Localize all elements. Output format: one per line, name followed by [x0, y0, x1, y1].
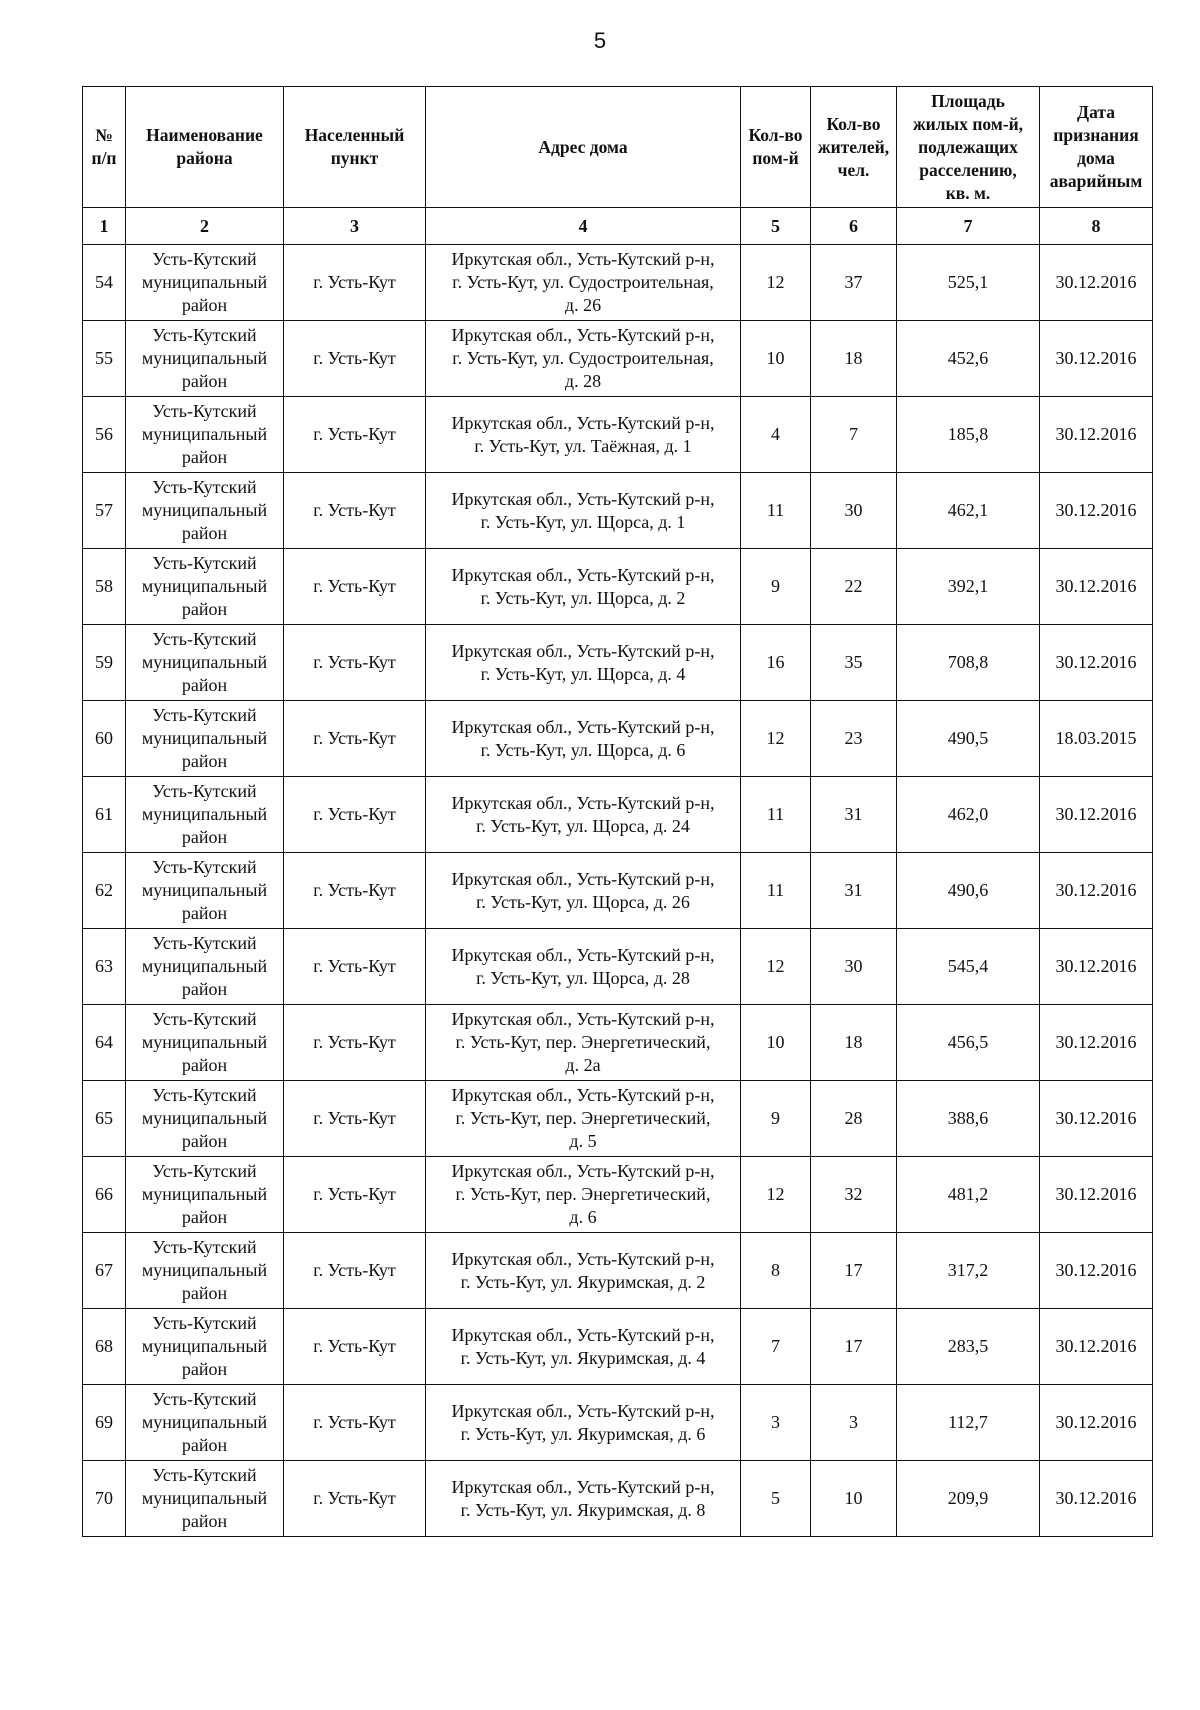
- address-cell-line: Иркутская обл., Усть-Кутский р-н,: [451, 868, 715, 889]
- premises-count-cell: 9: [741, 1081, 811, 1157]
- residents-count-cell: 28: [811, 1081, 897, 1157]
- address-cell-line: г. Усть-Кут, ул. Судостроительная,: [452, 348, 714, 368]
- row-number: 60: [83, 701, 126, 777]
- locality-cell: г. Усть-Кут: [284, 245, 426, 321]
- row-number: 55: [83, 321, 126, 397]
- address-cell-line: Иркутская обл., Усть-Кутский р-н,: [451, 488, 715, 509]
- district-cell: [126, 245, 284, 321]
- header-line: пункт: [330, 148, 379, 168]
- address-cell-line: г. Усть-Кут, ул. Якуримская, д. 4: [460, 1347, 706, 1368]
- locality-cell: г. Усть-Кут: [284, 1309, 426, 1385]
- emergency-date-cell: 30.12.2016: [1040, 321, 1153, 397]
- premises-count-cell: 10: [741, 1005, 811, 1081]
- address-cell-line: г. Усть-Кут, ул. Таёжная, д. 1: [474, 435, 692, 456]
- column-number: 4: [426, 208, 741, 245]
- residents-count-cell: 17: [811, 1233, 897, 1309]
- column-number: 6: [811, 208, 897, 245]
- header-cell-locality: [284, 87, 426, 208]
- area-cell: 481,2: [897, 1157, 1040, 1233]
- emergency-date-cell: 30.12.2016: [1040, 1385, 1153, 1461]
- residents-count-cell: 18: [811, 321, 897, 397]
- locality-cell: г. Усть-Кут: [284, 929, 426, 1005]
- header-row: [83, 87, 1153, 208]
- address-cell-line: Иркутская обл., Усть-Кутский р-н,: [451, 1324, 715, 1345]
- premises-count-cell: 7: [741, 1309, 811, 1385]
- area-cell: 545,4: [897, 929, 1040, 1005]
- district-cell-line: муниципальный: [141, 1412, 268, 1432]
- district-cell-line: муниципальный: [141, 1488, 268, 1508]
- premises-count-cell: 16: [741, 625, 811, 701]
- row-number: 66: [83, 1157, 126, 1233]
- district-cell-line: Усть-Кутский: [152, 781, 257, 801]
- header-line: Адрес дома: [538, 136, 628, 157]
- premises-count-cell: 11: [741, 777, 811, 853]
- locality-cell: г. Усть-Кут: [284, 549, 426, 625]
- locality-cell: г. Усть-Кут: [284, 397, 426, 473]
- address-cell-line: д. 6: [569, 1207, 597, 1227]
- area-cell: 112,7: [897, 1385, 1040, 1461]
- district-cell-line: Усть-Кутский: [152, 629, 257, 649]
- residents-count-cell: 18: [811, 1005, 897, 1081]
- premises-count-cell: 11: [741, 473, 811, 549]
- district-cell-line: район: [181, 827, 228, 847]
- emergency-date-cell: 30.12.2016: [1040, 245, 1153, 321]
- column-number: 5: [741, 208, 811, 245]
- locality-cell: г. Усть-Кут: [284, 473, 426, 549]
- district-cell-line: район: [181, 371, 228, 391]
- address-cell-line: г. Усть-Кут, ул. Якуримская, д. 6: [460, 1423, 706, 1444]
- district-cell-line: район: [181, 979, 228, 999]
- table-row: [83, 929, 1153, 1005]
- header-line: Дата: [1077, 102, 1115, 122]
- district-cell-line: Усть-Кутский: [152, 933, 257, 953]
- header-cell-district: [126, 87, 284, 208]
- header-line: подлежащих: [918, 136, 1018, 157]
- column-number: 2: [126, 208, 284, 245]
- address-cell-line: Иркутская обл., Усть-Кутский р-н,: [451, 792, 715, 813]
- address-cell-line: Иркутская обл., Усть-Кутский р-н,: [451, 1085, 715, 1105]
- row-number: 68: [83, 1309, 126, 1385]
- residents-count-cell: 31: [811, 853, 897, 929]
- address-cell-line: г. Усть-Кут, ул. Якуримская, д. 8: [460, 1499, 706, 1520]
- address-cell: [426, 853, 741, 929]
- district-cell-line: район: [181, 1131, 228, 1151]
- address-cell-line: д. 26: [564, 295, 602, 315]
- header-line: жителей,: [817, 136, 890, 157]
- header-cell-premises-count: [741, 87, 811, 208]
- emergency-date-cell: 30.12.2016: [1040, 853, 1153, 929]
- district-cell: [126, 1005, 284, 1081]
- district-cell-line: муниципальный: [141, 348, 268, 368]
- area-cell: 525,1: [897, 245, 1040, 321]
- district-cell: [126, 1233, 284, 1309]
- table-row: [83, 473, 1153, 549]
- residents-count-cell: 7: [811, 397, 897, 473]
- district-cell: [126, 473, 284, 549]
- header-line: пом-й: [752, 148, 799, 168]
- district-cell-line: район: [181, 1359, 228, 1379]
- district-cell-line: Усть-Кутский: [152, 249, 257, 269]
- locality-cell: г. Усть-Кут: [284, 1081, 426, 1157]
- address-cell-line: Иркутская обл., Усть-Кутский р-н,: [451, 944, 715, 965]
- address-cell-line: Иркутская обл., Усть-Кутский р-н,: [451, 249, 715, 269]
- table-row: [83, 321, 1153, 397]
- address-cell-line: г. Усть-Кут, ул. Щорса, д. 4: [480, 663, 686, 684]
- residents-count-cell: 3: [811, 1385, 897, 1461]
- row-number: 63: [83, 929, 126, 1005]
- address-cell-line: г. Усть-Кут, ул. Щорса, д. 28: [476, 967, 690, 988]
- locality-cell: г. Усть-Кут: [284, 701, 426, 777]
- column-number: 3: [284, 208, 426, 245]
- row-number: 57: [83, 473, 126, 549]
- table-row: [83, 1157, 1153, 1233]
- address-cell-line: г. Усть-Кут, ул. Щорса, д. 6: [480, 739, 686, 760]
- emergency-date-cell: 30.12.2016: [1040, 625, 1153, 701]
- address-cell: [426, 777, 741, 853]
- area-cell: 317,2: [897, 1233, 1040, 1309]
- district-cell-line: муниципальный: [141, 1184, 268, 1204]
- district-cell-line: район: [181, 1207, 228, 1227]
- table-row: [83, 853, 1153, 929]
- address-cell-line: Иркутская обл., Усть-Кутский р-н,: [451, 1009, 715, 1029]
- district-cell: [126, 929, 284, 1005]
- header-cell-number: [83, 87, 126, 208]
- address-cell-line: Иркутская обл., Усть-Кутский р-н,: [451, 1476, 715, 1497]
- address-cell-line: Иркутская обл., Усть-Кутский р-н,: [451, 564, 715, 585]
- address-cell-line: г. Усть-Кут, пер. Энергетический,: [455, 1032, 711, 1052]
- premises-count-cell: 8: [741, 1233, 811, 1309]
- address-cell-line: г. Усть-Кут, ул. Щорса, д. 1: [480, 511, 686, 532]
- row-number: 65: [83, 1081, 126, 1157]
- area-cell: 283,5: [897, 1309, 1040, 1385]
- address-cell: [426, 1081, 741, 1157]
- header-line: жилых пом-й,: [912, 113, 1024, 134]
- address-cell: [426, 245, 741, 321]
- residents-count-cell: 10: [811, 1461, 897, 1537]
- district-cell-line: Усть-Кутский: [152, 1465, 257, 1485]
- table-row: [83, 549, 1153, 625]
- table-row: [83, 701, 1153, 777]
- locality-cell: г. Усть-Кут: [284, 777, 426, 853]
- district-cell-line: Усть-Кутский: [152, 1237, 257, 1257]
- district-cell-line: муниципальный: [141, 652, 268, 672]
- district-cell-line: Усть-Кутский: [152, 477, 257, 497]
- row-number: 67: [83, 1233, 126, 1309]
- row-number: 64: [83, 1005, 126, 1081]
- emergency-date-cell: 30.12.2016: [1040, 1233, 1153, 1309]
- district-cell-line: район: [181, 903, 228, 923]
- emergency-date-cell: 30.12.2016: [1040, 549, 1153, 625]
- area-cell: 392,1: [897, 549, 1040, 625]
- premises-count-cell: 12: [741, 929, 811, 1005]
- table-row: [83, 777, 1153, 853]
- address-cell-line: г. Усть-Кут, ул. Щорса, д. 24: [476, 815, 690, 836]
- address-cell-line: г. Усть-Кут, пер. Энергетический,: [455, 1108, 711, 1128]
- premises-count-cell: 3: [741, 1385, 811, 1461]
- header-cell-area: [897, 87, 1040, 208]
- locality-cell: г. Усть-Кут: [284, 1461, 426, 1537]
- column-number: 1: [83, 208, 126, 245]
- area-cell: 209,9: [897, 1461, 1040, 1537]
- header-line: района: [176, 148, 233, 168]
- locality-cell: г. Усть-Кут: [284, 1005, 426, 1081]
- district-cell-line: Усть-Кутский: [152, 705, 257, 725]
- header-line: Кол-во: [826, 113, 881, 134]
- address-cell: [426, 625, 741, 701]
- table-row: [83, 1233, 1153, 1309]
- district-cell-line: Усть-Кутский: [152, 1085, 257, 1105]
- emergency-date-cell: 30.12.2016: [1040, 1005, 1153, 1081]
- row-number: 70: [83, 1461, 126, 1537]
- address-cell-line: Иркутская обл., Усть-Кутский р-н,: [451, 1400, 715, 1421]
- header-line: чел.: [837, 159, 870, 180]
- district-cell-line: район: [181, 1511, 228, 1531]
- row-number: 58: [83, 549, 126, 625]
- district-cell-line: Усть-Кутский: [152, 1009, 257, 1029]
- district-cell-line: муниципальный: [141, 500, 268, 520]
- row-number: 59: [83, 625, 126, 701]
- row-number: 62: [83, 853, 126, 929]
- district-cell: [126, 1385, 284, 1461]
- premises-count-cell: 4: [741, 397, 811, 473]
- area-cell: 456,5: [897, 1005, 1040, 1081]
- address-cell: [426, 701, 741, 777]
- locality-cell: г. Усть-Кут: [284, 1233, 426, 1309]
- column-number: 8: [1040, 208, 1153, 245]
- header-line: Населенный: [304, 125, 405, 145]
- residents-count-cell: 17: [811, 1309, 897, 1385]
- locality-cell: г. Усть-Кут: [284, 321, 426, 397]
- emergency-date-cell: 30.12.2016: [1040, 1461, 1153, 1537]
- district-cell-line: Усть-Кутский: [152, 1161, 257, 1181]
- address-cell-line: г. Усть-Кут, ул. Якуримская, д. 2: [460, 1271, 706, 1292]
- district-cell-line: муниципальный: [141, 1336, 268, 1356]
- column-number-row: [83, 208, 1153, 245]
- address-cell-line: г. Усть-Кут, пер. Энергетический,: [455, 1184, 711, 1204]
- area-cell: 185,8: [897, 397, 1040, 473]
- header-line: признания: [1053, 125, 1139, 145]
- premises-count-cell: 9: [741, 549, 811, 625]
- area-cell: 462,0: [897, 777, 1040, 853]
- district-cell-line: район: [181, 675, 228, 695]
- emergency-date-cell: 30.12.2016: [1040, 473, 1153, 549]
- district-cell-line: Усть-Кутский: [152, 553, 257, 573]
- address-cell: [426, 473, 741, 549]
- locality-cell: г. Усть-Кут: [284, 1157, 426, 1233]
- premises-count-cell: 11: [741, 853, 811, 929]
- area-cell: 490,5: [897, 701, 1040, 777]
- district-cell-line: район: [181, 751, 228, 771]
- address-cell: [426, 1309, 741, 1385]
- emergency-date-cell: 18.03.2015: [1040, 701, 1153, 777]
- district-cell-line: Усть-Кутский: [152, 325, 257, 345]
- table-row: [83, 397, 1153, 473]
- district-cell-line: район: [181, 1283, 228, 1303]
- premises-count-cell: 12: [741, 245, 811, 321]
- address-cell-line: Иркутская обл., Усть-Кутский р-н,: [451, 1161, 715, 1181]
- district-cell-line: муниципальный: [141, 804, 268, 824]
- emergency-date-cell: 30.12.2016: [1040, 929, 1153, 1005]
- residents-count-cell: 22: [811, 549, 897, 625]
- district-cell-line: район: [181, 295, 228, 315]
- address-cell-line: г. Усть-Кут, ул. Щорса, д. 2: [480, 587, 686, 608]
- column-number: 7: [897, 208, 1040, 245]
- district-cell-line: Усть-Кутский: [152, 401, 257, 421]
- address-cell: [426, 1233, 741, 1309]
- row-number: 61: [83, 777, 126, 853]
- table-row: [83, 625, 1153, 701]
- address-cell-line: Иркутская обл., Усть-Кутский р-н,: [451, 1248, 715, 1269]
- district-cell-line: муниципальный: [141, 1260, 268, 1280]
- district-cell: [126, 1309, 284, 1385]
- emergency-date-cell: 30.12.2016: [1040, 1309, 1153, 1385]
- premises-count-cell: 5: [741, 1461, 811, 1537]
- address-cell: [426, 1005, 741, 1081]
- district-cell-line: Усть-Кутский: [152, 857, 257, 877]
- emergency-housing-table: [82, 86, 1153, 1537]
- district-cell-line: район: [181, 1055, 228, 1075]
- premises-count-cell: 10: [741, 321, 811, 397]
- table-row: [83, 245, 1153, 321]
- district-cell: [126, 625, 284, 701]
- residents-count-cell: 32: [811, 1157, 897, 1233]
- header-line: аварийным: [1049, 171, 1143, 191]
- address-cell: [426, 397, 741, 473]
- premises-count-cell: 12: [741, 701, 811, 777]
- area-cell: 462,1: [897, 473, 1040, 549]
- district-cell: [126, 701, 284, 777]
- address-cell: [426, 1461, 741, 1537]
- district-cell: [126, 853, 284, 929]
- address-cell-line: д. 28: [564, 371, 602, 391]
- residents-count-cell: 23: [811, 701, 897, 777]
- district-cell-line: Усть-Кутский: [152, 1313, 257, 1333]
- district-cell: [126, 397, 284, 473]
- address-cell-line: г. Усть-Кут, ул. Судостроительная,: [452, 272, 714, 292]
- residents-count-cell: 37: [811, 245, 897, 321]
- district-cell: [126, 1461, 284, 1537]
- residents-count-cell: 35: [811, 625, 897, 701]
- residents-count-cell: 31: [811, 777, 897, 853]
- address-cell-line: Иркутская обл., Усть-Кутский р-н,: [451, 716, 715, 737]
- header-line: кв. м.: [945, 182, 991, 203]
- address-cell-line: д. 2а: [565, 1055, 601, 1075]
- emergency-date-cell: 30.12.2016: [1040, 1081, 1153, 1157]
- page-number: 5: [593, 28, 607, 53]
- area-cell: 452,6: [897, 321, 1040, 397]
- address-cell: [426, 929, 741, 1005]
- area-cell: 708,8: [897, 625, 1040, 701]
- address-cell: [426, 1157, 741, 1233]
- district-cell-line: муниципальный: [141, 272, 268, 292]
- row-number: 54: [83, 245, 126, 321]
- table-row: [83, 1005, 1153, 1081]
- district-cell-line: муниципальный: [141, 728, 268, 748]
- address-cell-line: Иркутская обл., Усть-Кутский р-н,: [451, 640, 715, 661]
- address-cell: [426, 1385, 741, 1461]
- locality-cell: г. Усть-Кут: [284, 625, 426, 701]
- district-cell-line: район: [181, 599, 228, 619]
- address-cell: [426, 321, 741, 397]
- header-line: дома: [1077, 148, 1115, 168]
- district-cell: [126, 321, 284, 397]
- district-cell-line: район: [181, 1435, 228, 1455]
- address-cell-line: Иркутская обл., Усть-Кутский р-н,: [451, 325, 715, 345]
- residents-count-cell: 30: [811, 929, 897, 1005]
- area-cell: 388,6: [897, 1081, 1040, 1157]
- residents-count-cell: 30: [811, 473, 897, 549]
- locality-cell: г. Усть-Кут: [284, 853, 426, 929]
- emergency-date-cell: 30.12.2016: [1040, 777, 1153, 853]
- table-row: [83, 1385, 1153, 1461]
- district-cell-line: муниципальный: [141, 424, 268, 444]
- header-line: п/п: [91, 148, 117, 168]
- header-cell-residents-count: [811, 87, 897, 208]
- address-cell: [426, 549, 741, 625]
- header-line: Кол-во: [748, 125, 803, 145]
- address-cell-line: д. 5: [569, 1131, 597, 1151]
- emergency-date-cell: 30.12.2016: [1040, 397, 1153, 473]
- header-cell-address: [426, 87, 741, 208]
- header-line: расселению,: [919, 159, 1017, 180]
- header-line: Наименование: [146, 125, 263, 145]
- row-number: 69: [83, 1385, 126, 1461]
- district-cell-line: Усть-Кутский: [152, 1389, 257, 1409]
- table-row: [83, 1081, 1153, 1157]
- locality-cell: г. Усть-Кут: [284, 1385, 426, 1461]
- table-body: [83, 245, 1153, 1537]
- district-cell: [126, 1157, 284, 1233]
- table-row: [83, 1461, 1153, 1537]
- district-cell-line: муниципальный: [141, 880, 268, 900]
- header-cell-emergency-date: [1040, 87, 1153, 208]
- emergency-date-cell: 30.12.2016: [1040, 1157, 1153, 1233]
- header-line: №: [95, 125, 113, 145]
- row-number: 56: [83, 397, 126, 473]
- area-cell: 490,6: [897, 853, 1040, 929]
- district-cell-line: район: [181, 447, 228, 467]
- premises-count-cell: 12: [741, 1157, 811, 1233]
- district-cell-line: муниципальный: [141, 956, 268, 976]
- district-cell-line: район: [181, 523, 228, 543]
- table-row: [83, 1309, 1153, 1385]
- address-cell-line: Иркутская обл., Усть-Кутский р-н,: [451, 412, 715, 433]
- district-cell: [126, 1081, 284, 1157]
- district-cell-line: муниципальный: [141, 1032, 268, 1052]
- district-cell-line: муниципальный: [141, 576, 268, 596]
- district-cell-line: муниципальный: [141, 1108, 268, 1128]
- header-line: Площадь: [931, 90, 1005, 111]
- address-cell-line: г. Усть-Кут, ул. Щорса, д. 26: [476, 891, 690, 912]
- district-cell: [126, 777, 284, 853]
- district-cell: [126, 549, 284, 625]
